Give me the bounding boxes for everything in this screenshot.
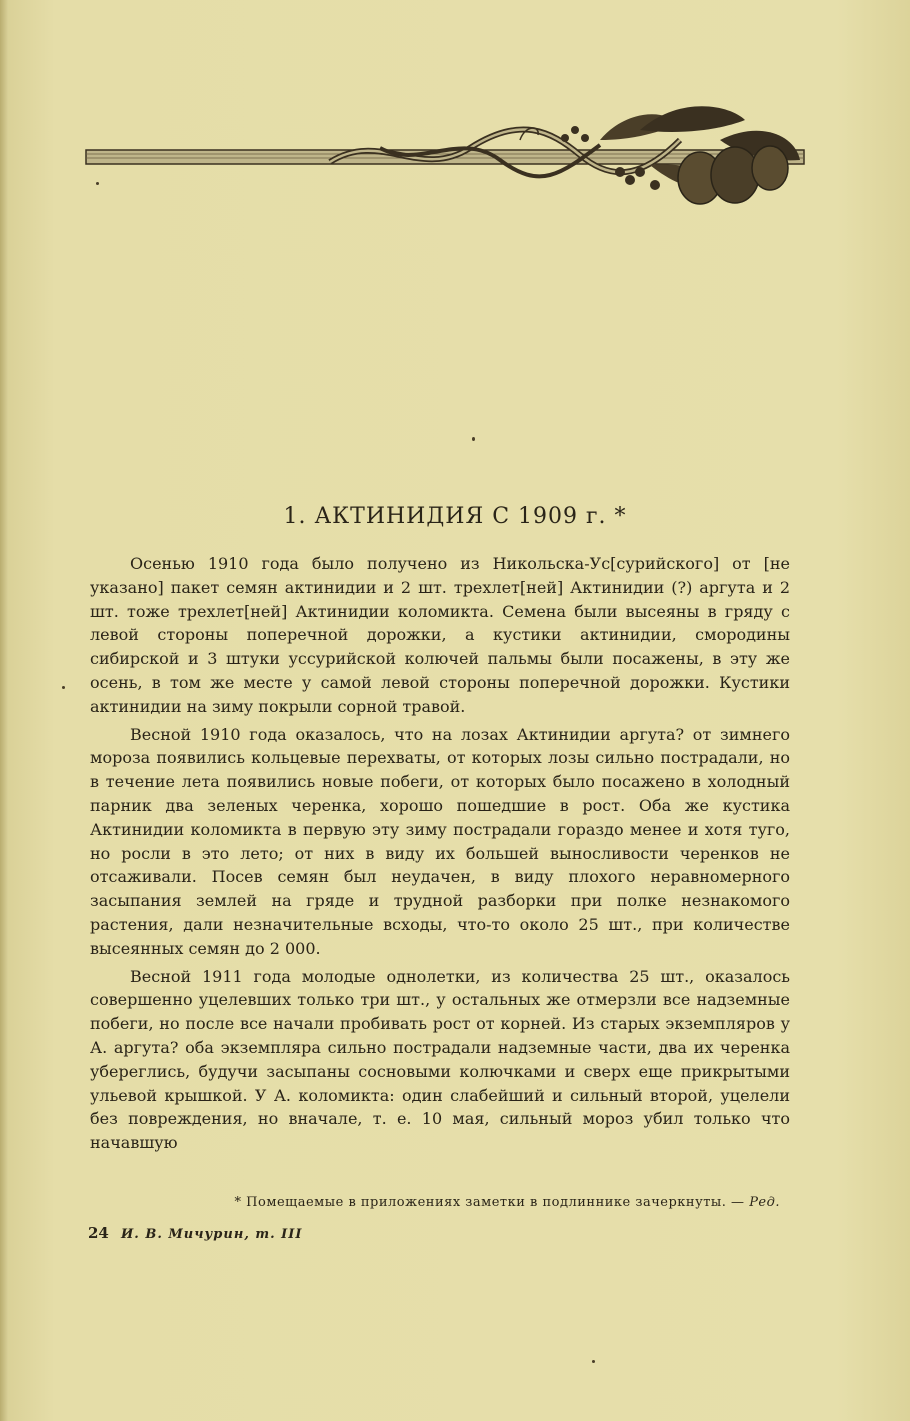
- paragraph: Осенью 1910 года было получено из Никольска-Ус[сурийского] от [не указано] пакет семян актинидии и 2 шт. трехлет[ней] Актинидии (?) аргута и 2 шт. тоже трехлет[ней] Актинидии коломикта. Семена были высеяны в гряду с левой стороны поперечной дорожки, а кустики актинидии, смородины сибирской и 3 штуки уссурийской колючей пальмы были посажены, в эту же осень, в том же месте у самой левой стороны поперечной дорожки. Кустики актинидии на зиму покрыли сорной травой.: [90, 554, 790, 716]
- paper-speck: [472, 437, 475, 441]
- paper-speck: [592, 1360, 595, 1363]
- paragraph: Весной 1911 года молодые однолетки, из количества 25 шт., оказалось совершенно уцелевших только три шт., у остальных же отмерзли все надземные побеги, но после все начали пробивать рост от корней. Из старых экземпляров у А. аргута? оба экземпляра сильно пострадали надземные части, два их черенка убереглись, будучи засыпаны сосновыми колючками и сверх еще прикрытыми ульевой крышкой. У А. коломикта: один слабейший и сильный второй, уцелели без повреждения, но вначале, т. е. 10 мая, сильный мороз убил только что начавшую: [90, 966, 790, 1153]
- footnote: [90, 1195, 780, 1210]
- article-title: 1. АКТИНИДИЯ С 1909 г. *: [283, 504, 627, 529]
- page-left-edge: [0, 0, 8, 1421]
- signature-line: [88, 1224, 302, 1242]
- page-number: 24: [88, 1224, 109, 1242]
- paragraph: Весной 1910 года оказалось, что на лозах Актинидии аргута? от зимнего мороза появились кольцевые перехваты, от которых лозы сильно пострадали, но в течение лета появились новые побеги, от которых было посажено в холодный парник два зеленых черенка, хорошо пошедшие в рост. Оба же кустика Актинидии коломикта в первую эту зиму пострадали гораздо менее и хотя туго, но росли в это лето; от них в виду их большей выносливости черенков не отсаживали. Посев семян был неудачен, в виду плохого неравномерного засыпания землей на гряде и трудной разборки при полке незнакомого растения, дали незначительные всходы, что-то около 25 шт., при количестве высеянных семян до 2 000.: [90, 724, 790, 958]
- footnote-editor: Ред.: [749, 1195, 780, 1210]
- vine-branch-ornament-icon: [80, 100, 810, 220]
- article-body: [90, 552, 790, 1155]
- paper-speck: [96, 182, 99, 185]
- footnote-text: * Помещаемые в приложениях заметки в подлиннике зачеркнуты. —: [234, 1195, 745, 1210]
- volume-reference: И. В. Мичурин, т. III: [121, 1227, 303, 1242]
- paper-speck: [62, 686, 65, 689]
